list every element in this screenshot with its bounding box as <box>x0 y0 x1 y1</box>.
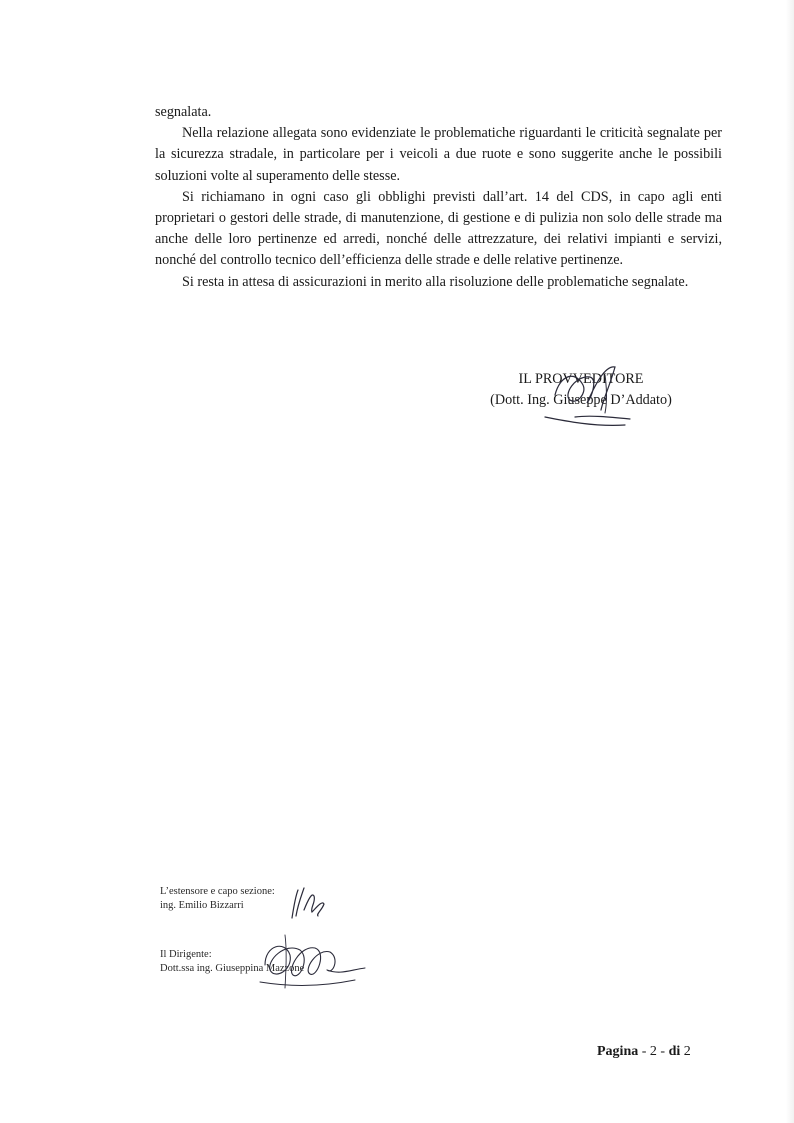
signatory-name: (Dott. Ing. Giuseppe D’Addato) <box>490 392 672 408</box>
dirigente-signature-icon <box>255 930 370 995</box>
estensore-name: ing. Emilio Bizzarri <box>160 900 244 911</box>
dirigente-role: Il Dirigente: <box>160 949 212 960</box>
pagination-label: Pagina <box>597 1044 639 1059</box>
paragraph-relazione: Nella relazione allegata sono evidenziate le problematiche riguardanti le criticità segnalate per la sicurezza stradale, in particolare per i veicoli a due ruote e sono suggerite anche le possibili soluzioni volte al superamento delle stesse. <box>155 125 722 184</box>
paragraph-attesa: Si resta in attesa di assicurazioni in merito alla risoluzione delle problematiche segnalate. <box>182 273 689 290</box>
pagination-current: - 2 - <box>641 1044 666 1059</box>
signatory-title: IL PROVVEDITORE <box>518 371 644 387</box>
paragraph-obblighi: Si richiamano in ogni caso gli obblighi previsti dall’art. 14 del CDS, in capo agli enti proprietari o gestori delle strade, di manutenzione, di gestione e di pulizia non solo delle strade ma anche delle loro pertinenze ed arredi, nonché delle attrezzature, dei relativi impianti e servizi, nonché del controllo tecnico dell’efficienza delle strade e delle relative pertinenze. <box>155 188 722 269</box>
scan-edge-shadow <box>786 0 794 1123</box>
letter-body <box>155 102 722 293</box>
paragraph-continuation: segnalata. <box>155 104 212 120</box>
dirigente-name: Dott.ssa ing. Giuseppina Mazzone <box>160 963 305 974</box>
page-number <box>597 1044 691 1060</box>
pagination-total: 2 <box>683 1044 691 1059</box>
estensore-signature-icon <box>282 880 332 925</box>
estensore-role: L’estensore e capo sezione: <box>160 886 275 897</box>
footer-estensore <box>160 885 275 913</box>
provveditore-signature-icon <box>535 355 655 435</box>
pagination-of: di <box>668 1044 681 1059</box>
